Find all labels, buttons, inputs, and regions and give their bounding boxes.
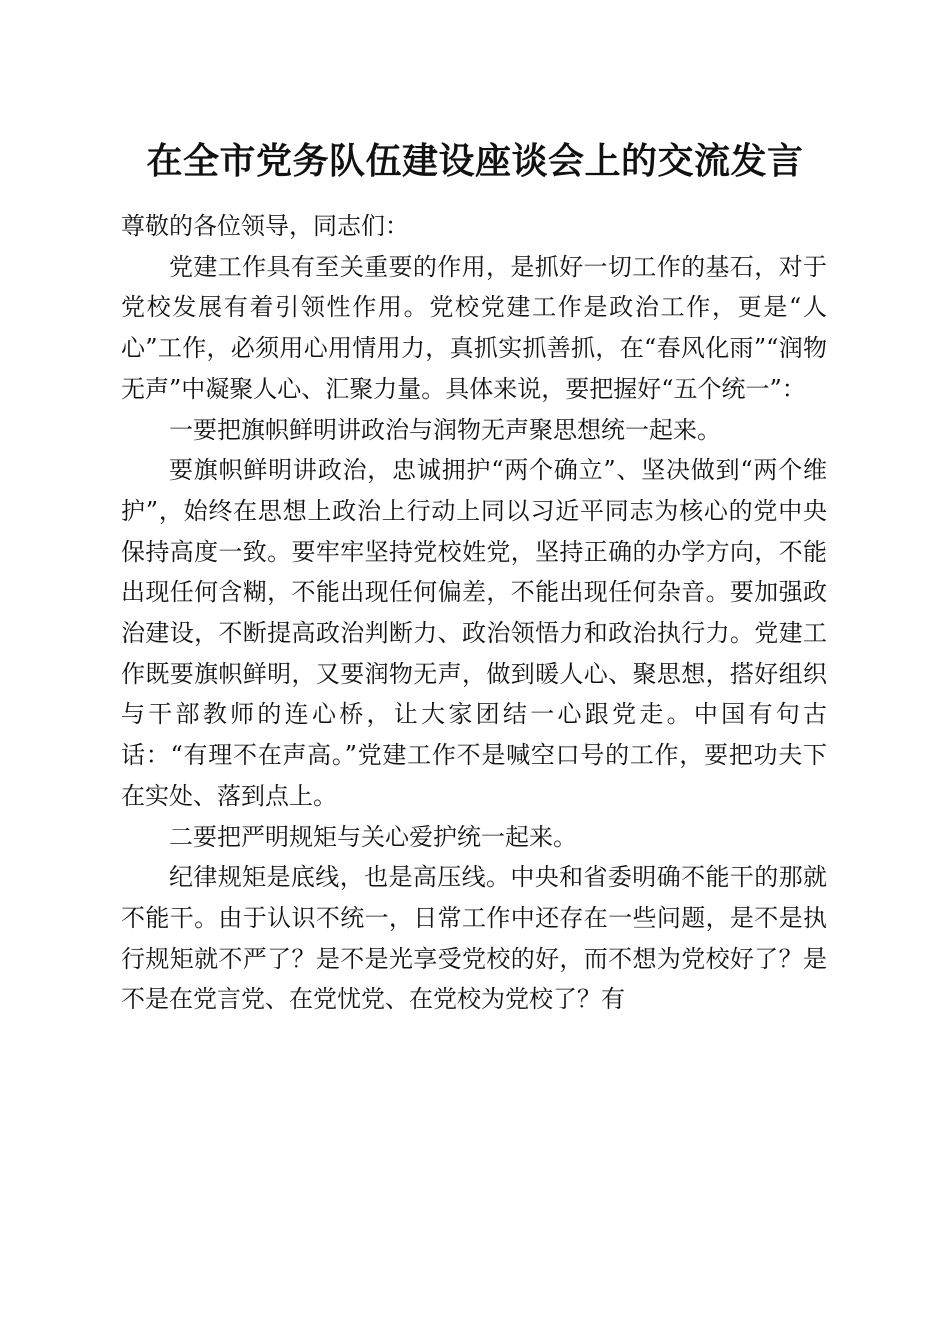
salutation-paragraph: 尊敬的各位领导，同志们：	[121, 212, 409, 240]
body-paragraph: 纪律规矩是底线，也是高压线。中央和省委明确不能干的那就不能干。由于认识不统一，日常工作中还存在一些问题，是不是执行规矩就不严了？是不是光享受党校的好，而不想为党校好了？是不是在党言党、在党忧党、在党校为党校了？有	[121, 863, 827, 1014]
body-paragraph: 党建工作具有至关重要的作用，是抓好一切工作的基石，对于党校发展有着引领性作用。党校党建工作是政治工作，更是“人心”工作，必须用心用情用力，真抓实抓善抓，在“春风化雨”“润物无声”中凝聚人心、汇聚力量。具体来说，要把握好“五个统一”：	[121, 252, 827, 403]
document-title: 在全市党务队伍建设座谈会上的交流发言	[146, 140, 804, 182]
section-heading-2: 二要把严明规矩与关心爱护统一起来。	[169, 822, 577, 851]
document-body	[121, 206, 827, 1020]
section-heading-1: 一要把旗帜鲜明讲政治与润物无声聚思想统一起来。	[169, 415, 721, 444]
body-paragraph: 要旗帜鲜明讲政治，忠诚拥护“两个确立”、坚决做到“两个维护”，始终在思想上政治上行动上同以习近平同志为核心的党中央保持高度一致。要牢牢坚持党校姓党，坚持正确的办学方向，不能出现任何含糊，不能出现任何偏差，不能出现任何杂音。要加强政治建设，不断提高政治判断力、政治领悟力和政治执行力。党建工作既要旗帜鲜明，又要润物无声，做到暖人心、聚思想，搭好组织与干部教师的连心桥，让大家团结一心跟党走。中国有句古话：“有理不在声高。”党建工作不是喊空口号的工作，要把功夫下在实处、落到点上。	[121, 456, 827, 810]
